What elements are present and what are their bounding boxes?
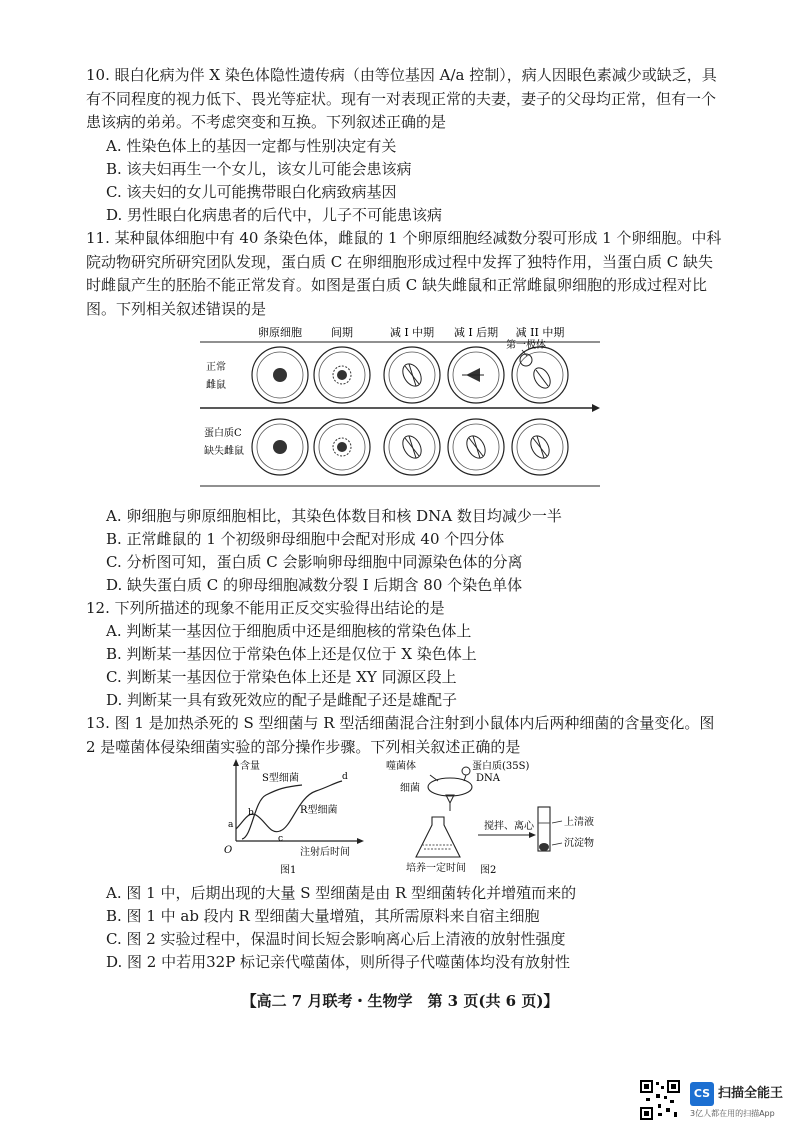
cell-normal-interphase: [314, 347, 370, 403]
q10-option-b: B. 该夫妇再生一个女儿，该女儿可能会患该病: [106, 160, 412, 178]
meiosis-comparison-figure: [200, 322, 600, 492]
question-12-stem: 12. 下列所描述的现象不能用正反交实验得出结论的是: [86, 599, 445, 617]
cell-mutant-interphase: [314, 419, 370, 475]
row-label-mutant: 蛋白质C: [204, 428, 242, 439]
q11-option-c: C. 分析图可知，蛋白质 C 会影响卵母细胞中同源染色体的分离: [106, 553, 523, 571]
q12-option-c: C. 判断某一基因位于常染色体上还是 XY 同源区段上: [106, 668, 457, 686]
scanner-logo: CS: [690, 1082, 714, 1106]
stage-label: 减 I 后期: [453, 326, 499, 339]
question-13: [86, 712, 726, 759]
q11-option-b: B. 正常雌鼠的 1 个初级卵母细胞中会配对形成 40 个四分体: [106, 530, 505, 548]
fig2-bacteria-label: 细菌: [400, 783, 420, 794]
fig2-protein-label: 蛋白质(35S): [472, 761, 530, 772]
cell-normal-meiosis2-metaphase: [512, 347, 568, 403]
cell-normal-oogonium: [252, 347, 308, 403]
fig1-r-label: R型细菌: [300, 805, 338, 816]
cell-mutant-meiosis2-metaphase: [512, 419, 568, 475]
stage-label: 减 I 中期: [389, 326, 435, 339]
fig2-culture-label: 培养一定时间: [406, 863, 466, 874]
q10-option-d: D. 男性眼白化病患者的后代中，儿子不可能患该病: [106, 206, 443, 224]
q11-option-a: A. 卵细胞与卵原细胞相比，其染色体数目和核 DNA 数目均减少一半: [106, 507, 562, 525]
stage-label: 卵原细胞: [258, 326, 302, 339]
scanner-tagline: 3亿人都在用的扫描App: [690, 1109, 775, 1118]
q13-option-b: B. 图 1 中 ab 段内 R 型细菌大量增殖，其所需原料来自宿主细胞: [106, 907, 540, 925]
qr-code-icon: [640, 1080, 680, 1120]
question-13-stem: 13. 图 1 是加热杀死的 S 型细菌与 R 型活细菌混合注射到小鼠体内后两种细菌的含量变化。图 2 是噬菌体侵染细菌实验的部分操作步骤。下列相关叙述正确的是: [86, 714, 715, 756]
q13-option-c: C. 图 2 实验过程中，保温时间长短会影响离心后上清液的放射性强度: [106, 930, 566, 948]
cell-mutant-meiosis1-metaphase: [384, 419, 440, 475]
fig2-supernatant-label: 上清液: [564, 817, 594, 828]
q10-option-c: C. 该夫妇的女儿可能携带眼白化病致病基因: [106, 183, 397, 201]
fig2-phage-label: 噬菌体: [386, 761, 416, 772]
fig2-sediment-label: 沉淀物: [564, 838, 594, 849]
cell-normal-meiosis1-anaphase: [448, 347, 504, 403]
q12-option-b: B. 判断某一基因位于常染色体上还是仅位于 X 染色体上: [106, 645, 477, 663]
question-11-stem: 11. 某种鼠体细胞中有 40 条染色体，雌鼠的 1 个卵原细胞经减数分裂可形成 1 个卵细胞。中科院动物研究所研究团队发现，蛋白质 C 在卵细胞形成过程中发挥了独特作用，当蛋白质 C 缺失时雌鼠产生的胚胎不能正常发育。如图是蛋白质 C 缺失雌鼠和正常雌鼠卵细胞的形成过程对比图。下列相关叙述错误的是: [86, 229, 722, 318]
cell-normal-meiosis1-metaphase: [384, 347, 440, 403]
row-label-normal: 雌鼠: [206, 380, 226, 391]
q12-option-a: A. 判断某一基因位于细胞质中还是细胞核的常染色体上: [106, 622, 472, 640]
q13-option-a: A. 图 1 中，后期出现的大量 S 型细菌是由 R 型细菌转化并增殖而来的: [106, 884, 577, 902]
question-10-stem: 10. 眼白化病为伴 X 染色体隐性遗传病（由等位基因 A/a 控制），病人因眼色素减少或缺乏，具有不同程度的视力低下、畏光等症状。现有一对表现正常的夫妻，妻子的父母均正常，但有一个患该病的弟弟。不考虑突变和互换。下列叙述正确的是: [86, 66, 717, 131]
fig2-stir-label: 搅拌、离心: [484, 821, 534, 832]
question-12: [86, 597, 726, 621]
q11-option-d: D. 缺失蛋白质 C 的卵母细胞减数分裂 Ⅰ 后期含 80 个染色单体: [106, 576, 523, 594]
fig1-ylabel: 含量: [240, 761, 260, 772]
fig2-dna-label: DNA: [476, 773, 500, 784]
fig1-s-label: S型细菌: [262, 773, 299, 784]
fig1-point-d: d: [342, 772, 348, 782]
cell-mutant-meiosis1-anaphase: [448, 419, 504, 475]
scanner-app-name: 扫描全能王: [718, 1086, 784, 1101]
q12-option-d: D. 判断某一具有致死效应的配子是雌配子还是雄配子: [106, 691, 458, 709]
row-label-normal: 正常: [206, 362, 226, 373]
fig1-origin: O: [224, 845, 233, 856]
fig1-point-c: c: [278, 834, 284, 844]
question-11: [86, 227, 726, 321]
fig1-point-b: b: [248, 808, 254, 818]
q10-option-a: A. 性染色体上的基因一定都与性别决定有关: [106, 137, 397, 155]
figure-2-phage-experiment: [380, 757, 610, 877]
stage-label: 减 II 中期: [515, 326, 565, 339]
polar-body-label: 第一极体: [506, 340, 546, 351]
question-10: [86, 64, 726, 135]
fig1-xlabel: 注射后时间: [300, 847, 350, 858]
stage-label: 间期: [331, 326, 353, 339]
fig1-caption: 图1: [280, 865, 297, 876]
cell-mutant-oogonium: [252, 419, 308, 475]
row-label-mutant: 缺失雌鼠: [204, 446, 244, 457]
page-footer: 【高二 7 月联考・生物学 第 3 页(共 6 页)】: [241, 992, 559, 1010]
q13-option-d: D. 图 2 中若用32P 标记亲代噬菌体，则所得子代噬菌体均没有放射性: [106, 953, 571, 971]
fig2-caption: 图2: [480, 865, 497, 876]
fig1-point-a: a: [228, 820, 234, 830]
figure-1-bacteria-curve: [222, 757, 372, 877]
